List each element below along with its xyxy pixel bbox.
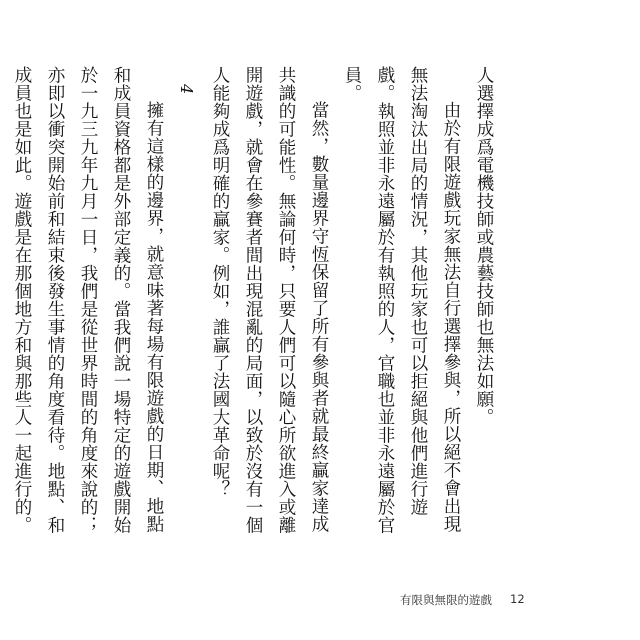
paragraph-5 xyxy=(0,66,5,542)
running-title: 有限與無限的遊戲 xyxy=(400,593,492,607)
paragraph-3: 當然，數量邊界守恆保留了所有參與者就最終贏家達成共識的可能性。無論何時，只要人們可以隨心所欲進入或離開遊戲，就會在參賽者間出現混亂的局面，以致於沒有一個人能夠成爲明確的贏家。例如，誰贏了法國大革命呢？ xyxy=(210,66,329,534)
page-footer xyxy=(400,592,525,608)
vertical-text-block xyxy=(0,66,500,542)
paragraph-4: 擁有這樣的邊界，就意味著每場有限遊戲的日期、地點和成員資格都是外部定義的。當我們說一場特定的遊戲開始於一九三九年九月一日，我們是從世界時間的角度來說的；亦即以衝突開始前和結束後發生事情的角度看待。地點、和成員也是如此。遊戲是在那個地方和與那些人一起進行的。 xyxy=(12,66,164,534)
page-number: 12 xyxy=(510,592,525,606)
paragraph-1: 人選擇成爲電機技師或農藝技師也無法如願。 xyxy=(474,66,494,426)
section-number: 4 xyxy=(177,84,196,95)
paragraph-2: 由於有限遊戲玩家無法自行選擇參與，所以絕不會出現無法淘汰出局的情況，其他玩家也可以拒絕與他們進行遊戲。執照並非永遠屬於有執照的人，官職也並非永遠屬於官員。 xyxy=(342,66,461,534)
